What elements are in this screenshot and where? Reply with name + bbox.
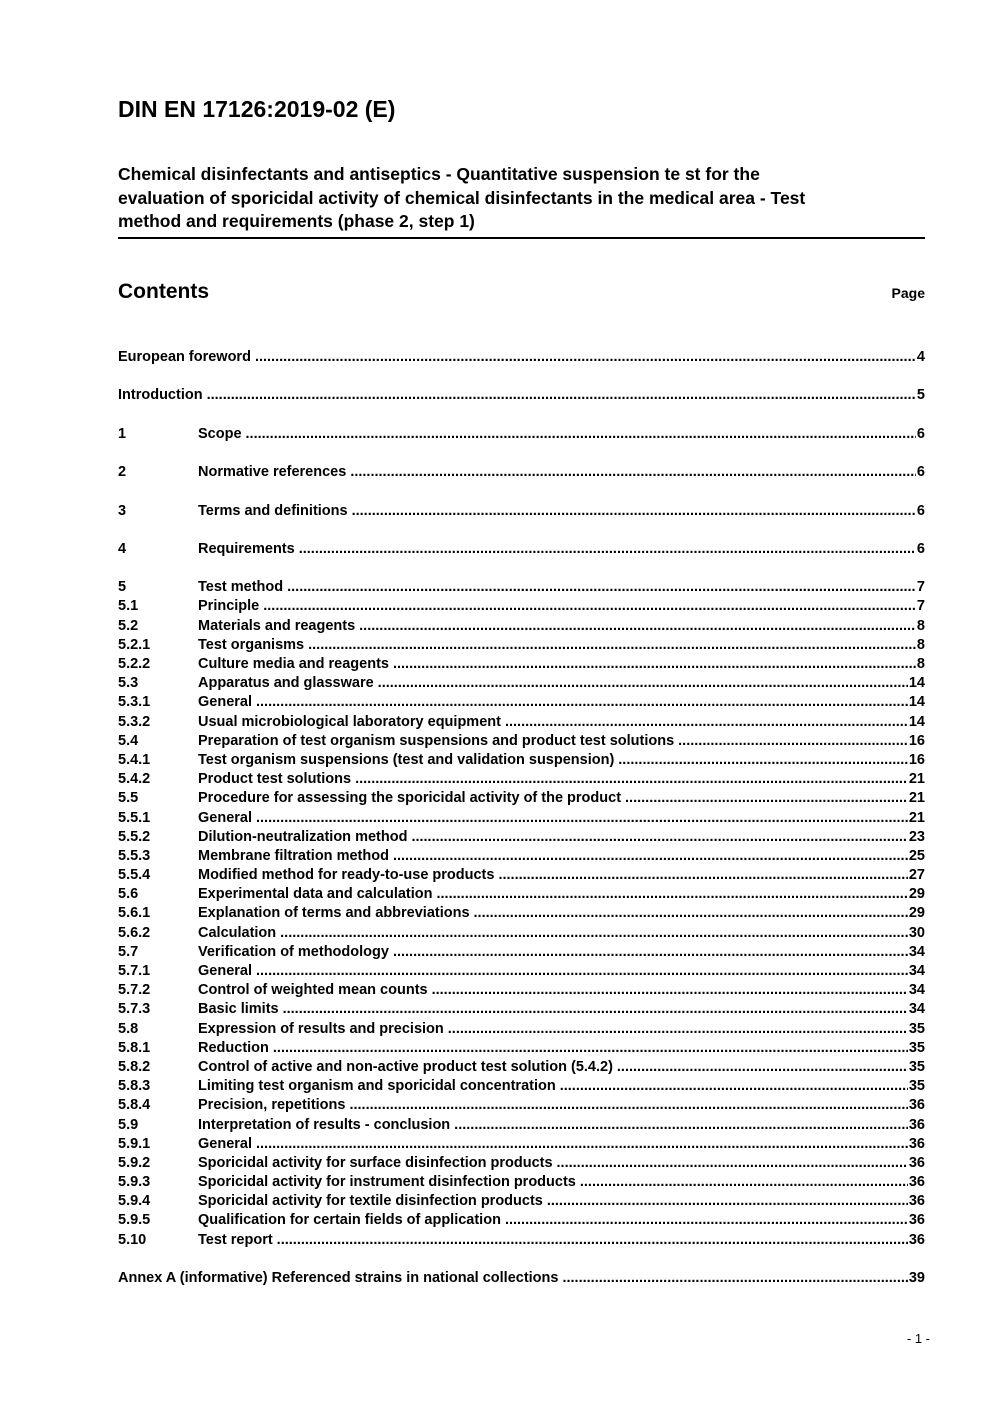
- toc-entry: [118, 693, 925, 712]
- toc-entry-title: Culture media and reagents: [198, 656, 389, 672]
- toc-leader-dots: [562, 1269, 907, 1288]
- toc-entry: [118, 1058, 925, 1077]
- toc-entry-number: 1: [118, 425, 127, 442]
- toc-entry-number: 5.2: [118, 617, 139, 634]
- toc-entry-number: 5.1: [118, 598, 139, 615]
- toc-leader-dots: [308, 636, 916, 655]
- toc-entry-page: 4: [916, 349, 925, 365]
- toc-entry-page: 8: [916, 617, 925, 634]
- toc-entry-number: 5.9: [118, 1116, 139, 1133]
- contents-header: [118, 279, 925, 305]
- toc-entry-title: Interpretation of results - conclusion: [198, 1116, 451, 1133]
- toc-entry-title: Terms and definitions: [198, 502, 348, 519]
- toc-entry: [118, 1096, 925, 1115]
- toc-entry-page: 6: [916, 464, 925, 481]
- toc-entry-page: 34: [908, 982, 925, 999]
- toc-leader-dots: [580, 1173, 908, 1192]
- toc-entry: [118, 866, 925, 885]
- toc-entry-title: Control of weighted mean counts: [198, 982, 428, 999]
- table-of-contents: [118, 348, 925, 1288]
- toc-entry-page: 36: [908, 1231, 925, 1248]
- toc-entry: [118, 540, 925, 559]
- toc-entry-number: 5.7.2: [118, 982, 151, 999]
- toc-entry-title: Sporicidal activity for textile disinfection products: [198, 1193, 543, 1210]
- toc-entry-title: Introduction: [118, 387, 203, 404]
- document-code: DIN EN 17126:2019-02 (E): [118, 96, 396, 122]
- document-title-line-1: Chemical disinfectants and antiseptics - Quantitative suspension te st for the: [118, 164, 760, 184]
- toc-entry-title: Basic limits: [198, 1001, 279, 1018]
- toc-entry-title: Precision, repetitions: [198, 1097, 346, 1114]
- toc-leader-dots: [246, 425, 916, 444]
- toc-leader-dots: [625, 789, 908, 808]
- toc-entry-title: Verification of methodology: [198, 943, 389, 960]
- toc-entry-page: 39: [908, 1270, 925, 1286]
- toc-entry-page: 30: [908, 924, 925, 941]
- toc-entry-page: 34: [908, 1001, 925, 1018]
- toc-entry-page: 21: [908, 809, 925, 826]
- toc-entry-number: 5.9.5: [118, 1212, 151, 1229]
- toc-entry-number: 5.4: [118, 732, 139, 749]
- toc-entry: [118, 1039, 925, 1058]
- toc-entry-title: Experimental data and calculation: [198, 886, 433, 903]
- toc-entry-number: 5.9.3: [118, 1174, 151, 1191]
- toc-entry-number: 5.3.1: [118, 694, 151, 711]
- toc-entry-title: Product test solutions: [198, 771, 352, 788]
- toc-entry-page: 36: [908, 1116, 925, 1133]
- toc-leader-dots: [437, 885, 908, 904]
- toc-entry-title: Control of active and non-active product test solution (5.4.2): [198, 1058, 613, 1075]
- toc-leader-dots: [350, 463, 916, 482]
- toc-entry-title: General: [198, 809, 252, 826]
- toc-entry-number: 5.6: [118, 886, 139, 903]
- toc-entry-title: Annex A (informative) Referenced strains in national collections: [118, 1270, 559, 1286]
- toc-entry: [118, 1116, 925, 1135]
- toc-leader-dots: [393, 655, 916, 674]
- toc-entry: [118, 1135, 925, 1154]
- toc-entry-title: Test method: [198, 579, 284, 596]
- toc-entry: [118, 904, 925, 923]
- toc-entry-title: Test organism suspensions (test and validation suspension): [198, 751, 615, 768]
- toc-entry-page: 36: [908, 1193, 925, 1210]
- toc-entry: [118, 1269, 925, 1288]
- toc-entry: [118, 386, 925, 405]
- toc-entry: [118, 1192, 925, 1211]
- toc-entry-page: 16: [908, 732, 925, 749]
- toc-entry-page: 6: [916, 502, 925, 519]
- toc-leader-dots: [255, 348, 916, 367]
- toc-entry: [118, 962, 925, 981]
- toc-entry-page: 5: [916, 387, 925, 404]
- toc-entry: [118, 943, 925, 962]
- toc-entry-title: European foreword: [118, 349, 251, 365]
- toc-leader-dots: [505, 1211, 908, 1230]
- toc-entry-number: 5.7: [118, 943, 139, 960]
- toc-entry-page: 29: [908, 886, 925, 903]
- toc-entry-title: Materials and reagents: [198, 617, 356, 634]
- toc-entry-number: 5.6.1: [118, 905, 151, 922]
- toc-entry-title: Dilution-neutralization method: [198, 828, 408, 845]
- toc-leader-dots: [505, 713, 908, 732]
- toc-entry-number: 5.8.4: [118, 1097, 151, 1114]
- toc-entry: [118, 617, 925, 636]
- toc-leader-dots: [287, 578, 916, 597]
- toc-entry: [118, 425, 925, 444]
- toc-leader-dots: [617, 1058, 908, 1077]
- toc-entry: [118, 828, 925, 847]
- toc-entry: [118, 1173, 925, 1192]
- toc-entry-number: 5.2.1: [118, 636, 151, 653]
- toc-entry-page: 34: [908, 943, 925, 960]
- toc-entry-page: 36: [908, 1212, 925, 1229]
- toc-entry-number: 5.8.2: [118, 1058, 151, 1075]
- toc-entry-title: Preparation of test organism suspensions and product test solutions: [198, 732, 675, 749]
- toc-leader-dots: [411, 828, 907, 847]
- toc-leader-dots: [547, 1192, 908, 1211]
- toc-leader-dots: [355, 770, 908, 789]
- toc-entry-title: Procedure for assessing the sporicidal activity of the product: [198, 790, 622, 807]
- toc-entry-page: 34: [908, 963, 925, 979]
- toc-entry-number: 5.3.2: [118, 713, 151, 730]
- toc-entry-number: 2: [118, 464, 127, 481]
- toc-entry-number: 5.5.2: [118, 828, 151, 845]
- toc-entry-title: Explanation of terms and abbreviations: [198, 905, 470, 922]
- toc-entry: [118, 502, 925, 521]
- toc-entry-page: 35: [908, 1058, 925, 1075]
- toc-entry-number: 5.7.1: [118, 963, 151, 979]
- toc-entry-number: 5.5: [118, 790, 139, 807]
- toc-leader-dots: [256, 693, 908, 712]
- toc-leader-dots: [557, 1154, 908, 1173]
- toc-entry-number: 5.5.4: [118, 867, 151, 884]
- document-title-line-2: evaluation of sporicidal activity of chemical disinfectants in the medical area - Test: [118, 187, 806, 208]
- toc-leader-dots: [256, 962, 908, 981]
- toc-entry-page: 14: [908, 713, 925, 730]
- toc-entry-number: 5: [118, 579, 127, 596]
- toc-entry-number: 5.4.2: [118, 771, 151, 788]
- toc-entry-title: Membrane filtration method: [198, 847, 389, 864]
- toc-entry-page: 36: [908, 1174, 925, 1191]
- toc-entry-page: 6: [916, 425, 925, 442]
- toc-entry: [118, 713, 925, 732]
- title-rule: [118, 237, 925, 240]
- toc-entry: [118, 636, 925, 655]
- toc-entry-title: Calculation: [198, 924, 277, 941]
- toc-entry: [118, 809, 925, 828]
- toc-entry-number: 5.9.2: [118, 1154, 151, 1171]
- toc-entry-number: 5.5.3: [118, 847, 151, 864]
- toc-entry-page: 36: [908, 1135, 925, 1152]
- toc-entry: [118, 348, 925, 367]
- toc-leader-dots: [299, 540, 916, 559]
- toc-entry-title: Requirements: [198, 540, 295, 557]
- toc-leader-dots: [432, 981, 908, 1000]
- toc-entry-number: 5.4.1: [118, 751, 151, 768]
- toc-entry-page: 27: [908, 867, 925, 884]
- toc-leader-dots: [359, 617, 916, 636]
- toc-entry-title: Apparatus and glassware: [198, 675, 374, 692]
- toc-entry: [118, 789, 925, 808]
- contents-heading: Contents: [118, 280, 209, 303]
- toc-entry-page: 25: [908, 847, 925, 864]
- toc-entry-page: 23: [908, 828, 925, 845]
- toc-entry-number: 5.9.4: [118, 1193, 151, 1210]
- toc-entry-title: Sporicidal activity for surface disinfection products: [198, 1154, 553, 1171]
- toc-entry: [118, 463, 925, 482]
- toc-leader-dots: [678, 732, 908, 751]
- toc-entry-page: 35: [908, 1078, 925, 1095]
- toc-leader-dots: [560, 1077, 908, 1096]
- toc-entry-number: 5.2.2: [118, 656, 151, 672]
- toc-leader-dots: [454, 1116, 908, 1135]
- toc-entry-title: Sporicidal activity for instrument disinfection products: [198, 1174, 576, 1191]
- toc-leader-dots: [207, 386, 916, 405]
- toc-entry-page: 35: [908, 1020, 925, 1037]
- toc-leader-dots: [474, 904, 908, 923]
- toc-entry-number: 5.8.3: [118, 1078, 151, 1095]
- toc-entry-title: General: [198, 694, 252, 711]
- toc-entry-page: 8: [916, 636, 925, 653]
- toc-entry-title: Normative references: [198, 464, 347, 481]
- toc-entry-page: 29: [908, 905, 925, 922]
- toc-entry: [118, 847, 925, 866]
- toc-leader-dots: [349, 1096, 907, 1115]
- toc-entry-title: Qualification for certain fields of application: [198, 1212, 501, 1229]
- toc-entry-title: Test organisms: [198, 636, 305, 653]
- toc-entry-title: Scope: [198, 425, 242, 442]
- document-title: [118, 163, 925, 234]
- toc-entry-title: Modified method for ready-to-use products: [198, 867, 495, 884]
- toc-entry-number: 5.8.1: [118, 1039, 151, 1056]
- toc-entry-page: 35: [908, 1039, 925, 1056]
- page-column-label: Page: [891, 285, 925, 301]
- toc-entry-page: 21: [908, 771, 925, 788]
- toc-entry: [118, 770, 925, 789]
- toc-entry-title: Test report: [198, 1231, 273, 1248]
- toc-entry-title: General: [198, 1135, 252, 1152]
- toc-leader-dots: [618, 751, 908, 770]
- toc-entry-number: 5.3: [118, 675, 139, 692]
- toc-entry: [118, 1154, 925, 1173]
- toc-entry: [118, 981, 925, 1000]
- toc-entry-number: 5.5.1: [118, 809, 151, 826]
- toc-entry-page: 21: [908, 790, 925, 807]
- toc-entry: [118, 578, 925, 597]
- toc-leader-dots: [378, 674, 908, 693]
- toc-entry-title: Expression of results and precision: [198, 1020, 444, 1037]
- toc-entry-title: Reduction: [198, 1039, 269, 1056]
- toc-leader-dots: [277, 1231, 908, 1250]
- toc-entry: [118, 1211, 925, 1230]
- toc-entry-page: 7: [916, 598, 925, 615]
- toc-entry: [118, 674, 925, 693]
- toc-leader-dots: [256, 1135, 908, 1154]
- toc-entry-page: 36: [908, 1097, 925, 1114]
- toc-entry-number: 5.10: [118, 1231, 147, 1248]
- toc-entry-title: General: [198, 963, 252, 979]
- toc-leader-dots: [393, 847, 908, 866]
- toc-leader-dots: [498, 866, 907, 885]
- toc-entry: [118, 732, 925, 751]
- toc-leader-dots: [283, 1000, 908, 1019]
- toc-entry: [118, 1077, 925, 1096]
- toc-leader-dots: [393, 943, 908, 962]
- toc-leader-dots: [352, 502, 916, 521]
- toc-entry: [118, 597, 925, 616]
- toc-leader-dots: [256, 809, 908, 828]
- toc-entry-page: 16: [908, 751, 925, 768]
- toc-entry: [118, 751, 925, 770]
- toc-entry-page: 7: [916, 579, 925, 596]
- toc-entry-number: 5.8: [118, 1020, 139, 1037]
- toc-entry-title: Usual microbiological laboratory equipment: [198, 713, 501, 730]
- toc-entry-page: 6: [916, 540, 925, 557]
- toc-entry: [118, 885, 925, 904]
- toc-entry: [118, 1231, 925, 1250]
- toc-leader-dots: [263, 597, 916, 616]
- toc-entry-page: 36: [908, 1154, 925, 1171]
- toc-leader-dots: [448, 1020, 908, 1039]
- toc-entry: [118, 1020, 925, 1039]
- toc-entry-number: 3: [118, 502, 127, 519]
- toc-entry-number: 5.6.2: [118, 924, 151, 941]
- toc-entry: [118, 1000, 925, 1019]
- toc-entry: [118, 924, 925, 943]
- toc-leader-dots: [273, 1039, 908, 1058]
- toc-entry-number: 5.7.3: [118, 1001, 151, 1018]
- toc-entry-title: Principle: [198, 598, 260, 615]
- toc-entry-number: 5.9.1: [118, 1135, 151, 1152]
- toc-entry-number: 4: [118, 540, 127, 557]
- toc-entry-page: 8: [916, 656, 925, 672]
- document-title-line-3: method and requirements (phase 2, step 1): [118, 211, 475, 231]
- toc-leader-dots: [280, 924, 908, 943]
- page-number: - 1 -: [906, 1331, 930, 1346]
- toc-entry: [118, 655, 925, 674]
- toc-entry-title: Limiting test organism and sporicidal concentration: [198, 1078, 556, 1095]
- toc-entry-page: 14: [908, 694, 925, 711]
- toc-entry-page: 14: [908, 675, 925, 692]
